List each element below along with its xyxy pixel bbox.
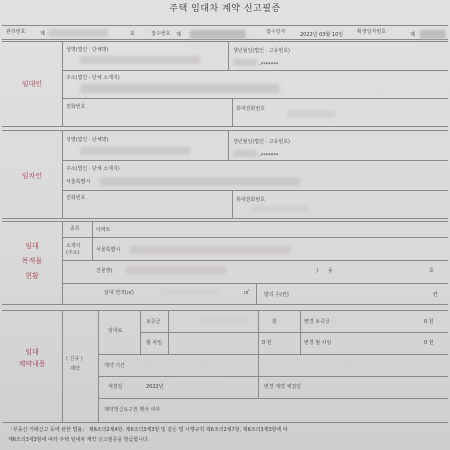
redacted-mgmt-no: [48, 29, 108, 37]
line-lessor-bottom: [2, 126, 448, 127]
building-name-close: ): [316, 268, 318, 274]
receipt-no-value: 제: [176, 32, 181, 38]
redacted-area: [160, 288, 220, 296]
lessor-name-label: 성명(법인 · 단체명): [66, 47, 109, 53]
monthly-change-label: 변경 월 차임: [304, 340, 332, 346]
new-contract-label-2: 계약: [70, 366, 80, 372]
footer-line-1: 「부동산 거래신고 등에 관한 법률」 제6조의2제4항, 제6조의3제3항 및 같은 법 시행규칙 제6조의2제7항, 제6조의3제3항에 따: [8, 427, 288, 433]
lessor-birth-mask: -*******: [259, 62, 279, 68]
redacted-property-location: [130, 246, 290, 254]
redacted-lessor-name: [80, 56, 200, 64]
redacted-signed-date: [174, 382, 224, 390]
lessee-address-label: 주소(법인 · 단체 소재지): [66, 166, 120, 172]
contract-section-label-2: 계약내용: [18, 360, 46, 368]
line-property-r2: [62, 260, 448, 261]
property-section-label-3: 현황: [25, 272, 39, 280]
line-contract-col: [258, 310, 259, 398]
signed-date-label: 체결일: [108, 384, 123, 390]
line-lessee-mid1: [62, 160, 448, 161]
redacted-lessee-mobile: [250, 205, 310, 213]
redacted-receipt-no: [190, 30, 246, 39]
line-lessor-col: [228, 41, 229, 70]
lessee-mobile-label: 휴대전화번호: [236, 197, 265, 203]
deposit-change-value: 0 원: [424, 319, 434, 325]
line-contract-div2: [98, 310, 99, 422]
monthly-rent-label: 월 차임: [146, 340, 163, 346]
deposit-label: 보증금: [146, 319, 161, 325]
line-lessor-div: [62, 41, 63, 126]
property-location-label-1: 소재지: [66, 243, 81, 249]
line-contract-r4: [98, 398, 448, 399]
property-location-label-2: (주소): [66, 250, 80, 256]
lessor-mobile-label: 휴대전화번호: [236, 106, 265, 112]
redacted-deposit: [200, 317, 250, 325]
line-lessor-top: [2, 41, 448, 42]
line-lessee-col: [228, 130, 229, 160]
line-contract-r3: [98, 376, 448, 377]
line-property-col: [256, 283, 257, 304]
rent-label: 임대료: [108, 328, 123, 334]
property-section-label-1: 임대: [25, 242, 39, 250]
redacted-lessor-mobile: [286, 110, 336, 118]
receipt-date-value: 2022년 03월 10일: [300, 32, 344, 38]
monthly-change-value: 0 원: [424, 340, 434, 346]
line-contract-r1: [140, 332, 448, 333]
line-contract-top: [2, 310, 448, 311]
line-property-sub: [92, 221, 93, 260]
line-lessor-col2: [232, 98, 233, 126]
property-location-value: 서울특별시: [96, 247, 121, 253]
signed-date-value: 2022년: [146, 384, 164, 390]
building-name-label: 건물명(: [96, 268, 113, 274]
redacted-lessor-address: [80, 84, 280, 93]
rooms-label: 방의 수(칸): [264, 292, 289, 298]
lessor-address-label: 주소(법인 · 단체 소재지): [66, 75, 120, 81]
redacted-building-name: [126, 266, 226, 274]
lessee-birth-mask: -*******: [259, 153, 279, 159]
line-lessee-col2: [232, 190, 233, 218]
monthly-rent-value: 0 원: [262, 340, 272, 346]
line-contract-r2: [98, 354, 448, 355]
area-label: 임대 면적(㎡): [104, 290, 134, 296]
line-property-r3: [62, 283, 448, 284]
redacted-period-start: [146, 361, 206, 369]
line-lessee-mid2: [62, 190, 448, 191]
confirm-no-value: 제: [410, 32, 415, 38]
new-contract-label-1: ( 신규 ): [66, 356, 83, 362]
footer-line-2: 제6조의3제3항에 따라 주택 임대차 계약 신고필증을 발급합니다.: [8, 437, 150, 443]
line-property-div: [62, 221, 63, 304]
lessee-name-label: 성명(법인 · 단체명): [66, 137, 109, 143]
line-lessee-div: [62, 130, 63, 218]
property-section-label-2: 목적물: [21, 257, 43, 265]
redacted-lessee-birth: [233, 150, 257, 157]
line-contract-bottom: [2, 422, 448, 423]
lessee-phone-label: 전화번호: [66, 195, 86, 201]
contract-section-label-1: 임대: [25, 348, 39, 356]
line-lessor-mid1: [62, 70, 448, 71]
line-header-bottom: [2, 39, 448, 40]
change-signed-label: 변경 계약 체결일: [264, 384, 301, 390]
line-contract-col2: [300, 310, 301, 354]
line-lessee-bottom: [2, 218, 448, 219]
receipt-no-label: 접수번호: [151, 31, 171, 37]
confirm-date-label: 확정일자번호: [357, 29, 386, 35]
property-type-label: 종류: [70, 226, 80, 232]
lessee-section-label: 임차인: [21, 172, 43, 180]
lessor-section-label: 임대인: [21, 80, 43, 88]
lessor-birth-label: 생년월일(법인 · 고유번호): [233, 48, 290, 54]
redacted-confirm-no: [420, 30, 446, 39]
mgmt-no-value: 제: [40, 31, 45, 37]
mgmt-no-label: 관리번호: [6, 29, 26, 35]
rooms-unit: 칸: [433, 292, 438, 298]
line-property-bottom: [2, 304, 448, 305]
contract-period-label: 계약 기간: [104, 363, 125, 369]
receipt-date-label: 접수일자: [266, 29, 286, 35]
deposit-change-label: 변경 보증금: [304, 319, 330, 325]
ho-label: 호: [429, 268, 434, 274]
line-lessee-top: [2, 130, 448, 131]
dong-label: 동: [328, 268, 333, 274]
redacted-lessee-name: [80, 147, 190, 155]
area-unit: ㎡: [244, 290, 250, 296]
lessee-address-value: 서울특별시: [66, 179, 91, 185]
line-property-r1: [62, 237, 448, 238]
property-type-value: 아파트: [96, 227, 111, 233]
redacted-lessee-address: [100, 177, 300, 186]
deposit-unit: 원: [272, 319, 277, 325]
mgmt-no-suffix: 호: [130, 31, 135, 37]
line-contract-div1: [62, 310, 63, 422]
line-header-top: [2, 25, 448, 26]
document-title: 주택 임대차 계약 신고필증: [169, 4, 281, 14]
renewal-label: 계약갱신요구권 행사 여부: [104, 407, 161, 413]
lessee-birth-label: 생년월일(법인 · 고유번호): [233, 139, 290, 145]
redacted-period-end: [300, 361, 350, 369]
line-lessor-mid2: [62, 98, 448, 99]
line-property-top: [2, 221, 448, 222]
line-contract-col3: [168, 310, 169, 354]
redacted-lessor-birth: [233, 59, 257, 66]
lessor-phone-label: 전화번호: [66, 104, 86, 110]
